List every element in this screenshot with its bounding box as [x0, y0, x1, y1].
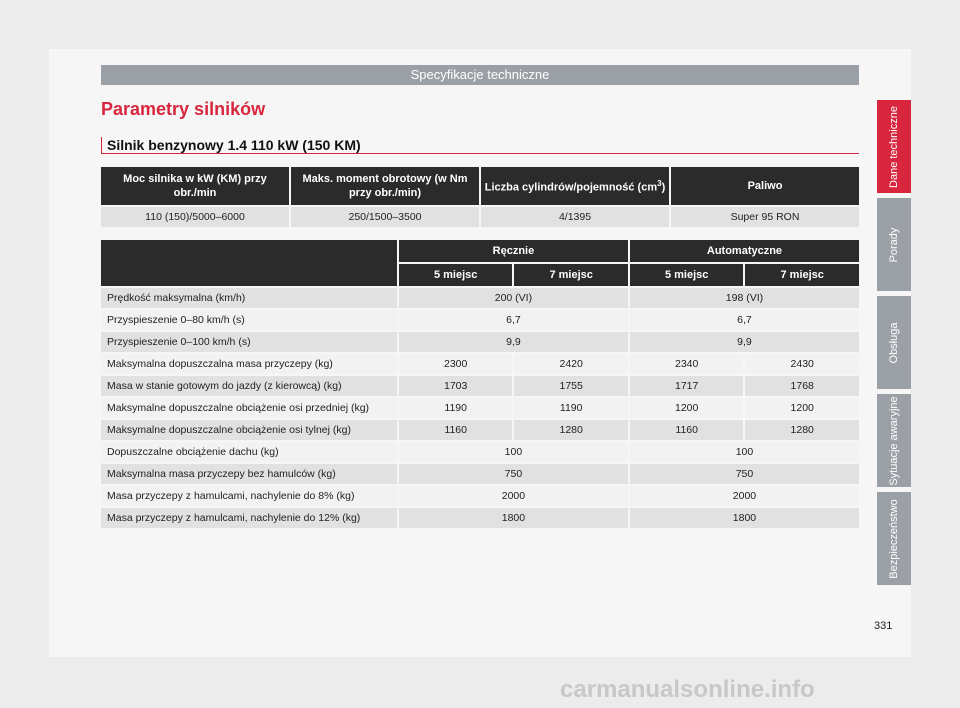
row-value: 1160: [399, 420, 513, 440]
row-value: 200 (VI): [399, 288, 628, 308]
row-value: 100: [630, 442, 859, 462]
row-label: Masa przyczepy z hamulcami, nachylenie do 12% (kg): [101, 508, 397, 528]
tab-dane-techniczne[interactable]: [877, 100, 911, 193]
row-value: 1755: [514, 376, 628, 396]
tab-label: Porady: [888, 227, 900, 262]
row-value: 1190: [399, 398, 513, 418]
cell-fuel: Super 95 RON: [671, 207, 859, 227]
row-value: 1717: [630, 376, 744, 396]
group-manual: Ręcznie: [399, 240, 628, 262]
row-label: Maksymalna masa przyczepy bez hamulców (kg): [101, 464, 397, 484]
col-torque: Maks. moment obrotowy (w Nm przy obr./min): [291, 167, 479, 205]
table-row: [101, 332, 859, 352]
engine-subhead: Silnik benzynowy 1.4 110 kW (150 KM): [107, 137, 361, 153]
row-label: Przyspieszenie 0–80 km/h (s): [101, 310, 397, 330]
row-value: 198 (VI): [630, 288, 859, 308]
row-value: 1160: [630, 420, 744, 440]
tab-obsluga[interactable]: [877, 296, 911, 389]
row-label: Masa w stanie gotowym do jazdy (z kierowcą) (kg): [101, 376, 397, 396]
row-value: 1200: [630, 398, 744, 418]
col-fuel: Paliwo: [671, 167, 859, 205]
row-value: 6,7: [630, 310, 859, 330]
row-value: 2000: [399, 486, 628, 506]
watermark: carmanualsonline.info: [560, 676, 815, 703]
col-cylinders: Liczba cylindrów/pojemność $(cm^3)$: [481, 167, 669, 205]
row-value: 1280: [514, 420, 628, 440]
group-auto: Automatyczne: [630, 240, 859, 262]
row-value: 1703: [399, 376, 513, 396]
corner-cell: [101, 240, 397, 286]
table-row: [101, 420, 859, 440]
row-label: Maksymalne dopuszczalne obciążenie osi przedniej (kg): [101, 398, 397, 418]
row-value: 1800: [630, 508, 859, 528]
tab-label: Bezpieczeństwo: [888, 498, 900, 579]
row-value: 9,9: [630, 332, 859, 352]
sub-header: 7 miejsc: [745, 264, 859, 286]
tab-bezpieczenstwo[interactable]: [877, 492, 911, 585]
col-power: Moc silnika w kW (KM) przy obr./min: [101, 167, 289, 205]
tab-label: Obsługa: [888, 322, 900, 363]
row-value: 9,9: [399, 332, 628, 352]
table-row: [101, 354, 859, 374]
row-value: 750: [399, 464, 628, 484]
row-value: 2300: [399, 354, 513, 374]
section-title: Parametry silników: [101, 99, 266, 119]
table-row: [101, 464, 859, 484]
row-value: 750: [630, 464, 859, 484]
sub-header: 5 miejsc: [630, 264, 744, 286]
subhead-underline: [101, 153, 859, 154]
row-label: Maksymalna dopuszczalna masa przyczepy (kg): [101, 354, 397, 374]
row-value: 1200: [745, 398, 859, 418]
row-value: 2340: [630, 354, 744, 374]
row-label: Masa przyczepy z hamulcami, nachylenie do 8% (kg): [101, 486, 397, 506]
performance-rows: [101, 288, 859, 528]
table-row: [101, 376, 859, 396]
running-header: Specyfikacje techniczne: [101, 65, 859, 85]
performance-table: [99, 238, 861, 530]
row-value: 1280: [745, 420, 859, 440]
table-row: [101, 442, 859, 462]
row-label: Maksymalne dopuszczalne obciążenie osi tylnej (kg): [101, 420, 397, 440]
row-value: 100: [399, 442, 628, 462]
row-value: 1190: [514, 398, 628, 418]
row-label: Dopuszczalne obciążenie dachu (kg): [101, 442, 397, 462]
row-value: 2430: [745, 354, 859, 374]
row-value: 2420: [514, 354, 628, 374]
table-row: [101, 486, 859, 506]
engine-basic-table: [99, 165, 861, 229]
table-row: [101, 288, 859, 308]
row-value: 1800: [399, 508, 628, 528]
sub-header: 5 miejsc: [399, 264, 513, 286]
cell-torque: 250/1500–3500: [291, 207, 479, 227]
tab-label: Sytuacje awaryjne: [888, 395, 900, 486]
row-value: 2000: [630, 486, 859, 506]
tab-label: Dane techniczne: [888, 105, 900, 188]
row-value: 1768: [745, 376, 859, 396]
cell-cylinders: 4/1395: [481, 207, 669, 227]
tab-sytuacje-awaryjne[interactable]: [877, 394, 911, 487]
table-row: [101, 508, 859, 528]
row-label: Prędkość maksymalna (km/h): [101, 288, 397, 308]
row-value: 6,7: [399, 310, 628, 330]
row-label: Przyspieszenie 0–100 km/h (s): [101, 332, 397, 352]
table-row: [101, 398, 859, 418]
sub-header: 7 miejsc: [514, 264, 628, 286]
tab-porady[interactable]: [877, 198, 911, 291]
page-number: 331: [874, 620, 893, 632]
table-row: [101, 310, 859, 330]
cell-power: 110 (150)/5000–6000: [101, 207, 289, 227]
